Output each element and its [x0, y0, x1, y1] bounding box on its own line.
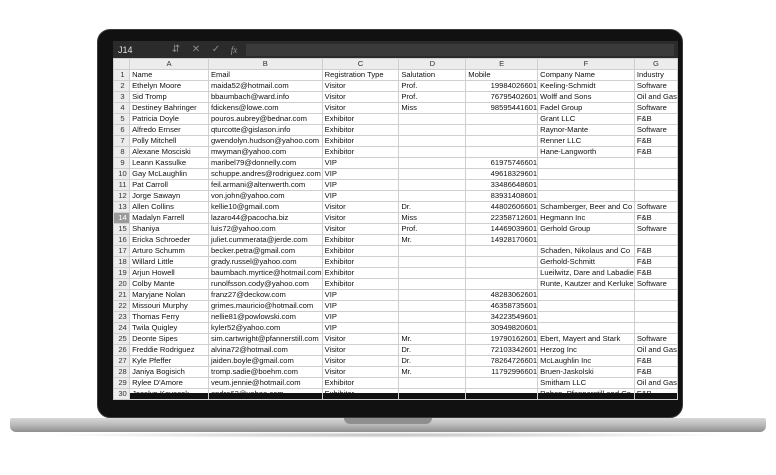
cell[interactable]: Exhibitor: [322, 378, 399, 389]
formula-bar: [113, 41, 678, 58]
cell[interactable]: Runte, Kautzer and Kerluke: [538, 279, 635, 290]
cell[interactable]: 34223549601: [466, 312, 538, 323]
cell[interactable]: [634, 158, 677, 169]
cell[interactable]: jaiden.boyle@gmail.com: [208, 356, 322, 367]
cell[interactable]: mwyman@yahoo.com: [208, 147, 322, 158]
cell[interactable]: F&B: [634, 367, 677, 378]
cell[interactable]: luis72@yahoo.com: [208, 224, 322, 235]
cell[interactable]: [399, 378, 466, 389]
row-header[interactable]: 21: [114, 290, 130, 301]
cell[interactable]: Registration Type: [322, 70, 399, 81]
row-header[interactable]: 27: [114, 356, 130, 367]
cell[interactable]: 78264726601: [466, 356, 538, 367]
cell[interactable]: becker.petra@gmail.com: [208, 246, 322, 257]
cell[interactable]: feil.armani@altenwerth.com: [208, 180, 322, 191]
cell[interactable]: 19790162601: [466, 334, 538, 345]
function-icon[interactable]: fx: [230, 44, 238, 55]
cell[interactable]: Exhibitor: [322, 136, 399, 147]
table-row: [114, 180, 678, 191]
cell[interactable]: VIP: [322, 312, 399, 323]
cell[interactable]: 30949820601: [466, 323, 538, 334]
row-header[interactable]: 20: [114, 279, 130, 290]
cell[interactable]: VIP: [322, 323, 399, 334]
cell[interactable]: Alexane Mosciski: [130, 147, 209, 158]
formula-input[interactable]: [246, 44, 674, 56]
cell[interactable]: juliet.cummerata@jerde.com: [208, 235, 322, 246]
cell[interactable]: [634, 312, 677, 323]
table-row: [114, 191, 678, 202]
cell[interactable]: Arturo Schumm: [130, 246, 209, 257]
row-header[interactable]: 3: [114, 92, 130, 103]
cell[interactable]: [399, 136, 466, 147]
cell[interactable]: [634, 323, 677, 334]
row-header[interactable]: 18: [114, 257, 130, 268]
row-header[interactable]: 25: [114, 334, 130, 345]
cell[interactable]: [466, 147, 538, 158]
cell[interactable]: tromp.sadie@boehm.com: [208, 367, 322, 378]
row-header[interactable]: 9: [114, 158, 130, 169]
cell[interactable]: 98595441601: [466, 103, 538, 114]
cell[interactable]: Company Name: [538, 70, 635, 81]
cell[interactable]: Rohan, Pfannerstill and Co: [538, 389, 635, 400]
cell[interactable]: [466, 114, 538, 125]
table-row: [114, 334, 678, 345]
cell[interactable]: [399, 268, 466, 279]
cell[interactable]: Visitor: [322, 334, 399, 345]
row-header[interactable]: 22: [114, 301, 130, 312]
cell[interactable]: Jocelyn Kovacek: [130, 389, 209, 400]
column-header[interactable]: G: [634, 59, 677, 70]
table-row: [114, 202, 678, 213]
cell[interactable]: [399, 389, 466, 400]
cell[interactable]: grady.russel@yahoo.com: [208, 257, 322, 268]
cell[interactable]: [399, 301, 466, 312]
cell[interactable]: Willard Little: [130, 257, 209, 268]
cell[interactable]: Freddie Rodriguez: [130, 345, 209, 356]
cell[interactable]: Herzog Inc: [538, 345, 635, 356]
cell[interactable]: Dr.: [399, 345, 466, 356]
cell[interactable]: 49618329601: [466, 169, 538, 180]
column-header[interactable]: E: [466, 59, 538, 70]
cell[interactable]: [538, 180, 635, 191]
cell[interactable]: Software: [634, 279, 677, 290]
cell[interactable]: Schaden, Nikolaus and Co: [538, 246, 635, 257]
table-row: [114, 290, 678, 301]
cell[interactable]: Exhibitor: [322, 257, 399, 268]
cell[interactable]: VIP: [322, 180, 399, 191]
table-row: [114, 92, 678, 103]
cell[interactable]: Gerhold Group: [538, 224, 635, 235]
cell[interactable]: [634, 180, 677, 191]
cell[interactable]: Dr.: [399, 356, 466, 367]
cell[interactable]: Visitor: [322, 202, 399, 213]
cell[interactable]: Prof.: [399, 224, 466, 235]
table-row: [114, 70, 678, 81]
row-header[interactable]: 16: [114, 235, 130, 246]
table-row: [114, 323, 678, 334]
cell[interactable]: Polly Mitchell: [130, 136, 209, 147]
cell[interactable]: [399, 169, 466, 180]
cell[interactable]: Exhibitor: [322, 125, 399, 136]
column-header[interactable]: B: [208, 59, 322, 70]
cell[interactable]: Visitor: [322, 224, 399, 235]
row-header[interactable]: 23: [114, 312, 130, 323]
cell[interactable]: gwendolyn.hudson@yahoo.com: [208, 136, 322, 147]
cell[interactable]: Visitor: [322, 103, 399, 114]
cancel-icon[interactable]: ✕: [191, 44, 201, 55]
cell[interactable]: [466, 136, 538, 147]
cell[interactable]: Colby Mante: [130, 279, 209, 290]
cell[interactable]: Oil and Gas: [634, 92, 677, 103]
cell[interactable]: Miss: [399, 213, 466, 224]
row-header[interactable]: 5: [114, 114, 130, 125]
cell[interactable]: pouros.aubrey@bednar.com: [208, 114, 322, 125]
table-row: [114, 378, 678, 389]
cell[interactable]: qturcotte@gislason.info: [208, 125, 322, 136]
cell[interactable]: nellie81@powlowski.com: [208, 312, 322, 323]
cell[interactable]: F&B: [634, 268, 677, 279]
cell[interactable]: Oil and Gas: [634, 345, 677, 356]
cell[interactable]: VIP: [322, 301, 399, 312]
cell[interactable]: [399, 323, 466, 334]
cell[interactable]: [634, 235, 677, 246]
row-header[interactable]: 17: [114, 246, 130, 257]
cell[interactable]: Name: [130, 70, 209, 81]
cell[interactable]: F&B: [634, 257, 677, 268]
cell[interactable]: 44802606601: [466, 202, 538, 213]
cell[interactable]: [466, 246, 538, 257]
cell[interactable]: Visitor: [322, 345, 399, 356]
cell[interactable]: VIP: [322, 290, 399, 301]
cell[interactable]: [538, 312, 635, 323]
cell[interactable]: Alfredo Ernser: [130, 125, 209, 136]
cell[interactable]: [399, 257, 466, 268]
table-row: [114, 147, 678, 158]
cell[interactable]: [466, 257, 538, 268]
cell[interactable]: franz27@deckow.com: [208, 290, 322, 301]
cell[interactable]: [466, 389, 538, 400]
table-row: [114, 103, 678, 114]
cell[interactable]: Visitor: [322, 81, 399, 92]
cell[interactable]: sim.cartwright@pfannerstill.com: [208, 334, 322, 345]
cell[interactable]: Email: [208, 70, 322, 81]
cell[interactable]: [634, 301, 677, 312]
cell[interactable]: F&B: [634, 213, 677, 224]
cell[interactable]: 76795402601: [466, 92, 538, 103]
row-header[interactable]: 11: [114, 180, 130, 191]
cell[interactable]: Prof.: [399, 92, 466, 103]
table-row: [114, 279, 678, 290]
row-header[interactable]: 14: [114, 213, 130, 224]
table-row: [114, 158, 678, 169]
cell[interactable]: 72103342601: [466, 345, 538, 356]
cell[interactable]: kyler52@yahoo.com: [208, 323, 322, 334]
cell[interactable]: maida52@hotmail.com: [208, 81, 322, 92]
cell[interactable]: VIP: [322, 191, 399, 202]
table-row: [114, 125, 678, 136]
cell[interactable]: bbaumbach@ward.info: [208, 92, 322, 103]
cell[interactable]: Lueilwitz, Dare and Labadie: [538, 268, 635, 279]
cell[interactable]: Arjun Howell: [130, 268, 209, 279]
cell[interactable]: Wolff and Sons: [538, 92, 635, 103]
cell[interactable]: Bruen-Jaskolski: [538, 367, 635, 378]
cell[interactable]: McLaughlin Inc: [538, 356, 635, 367]
name-box[interactable]: J14: [118, 44, 133, 55]
cell[interactable]: Gerhold-Schmitt: [538, 257, 635, 268]
cell[interactable]: Mobile: [466, 70, 538, 81]
cell[interactable]: baumbach.myrtice@hotmail.com: [208, 268, 322, 279]
cell[interactable]: Mr.: [399, 235, 466, 246]
cell[interactable]: Thomas Ferry: [130, 312, 209, 323]
cell[interactable]: [466, 378, 538, 389]
cell[interactable]: Maryjane Nolan: [130, 290, 209, 301]
cell[interactable]: Visitor: [322, 213, 399, 224]
cell[interactable]: F&B: [634, 114, 677, 125]
cell[interactable]: [634, 169, 677, 180]
spreadsheet-screen: [113, 41, 678, 398]
row-header[interactable]: 8: [114, 147, 130, 158]
row-header[interactable]: 15: [114, 224, 130, 235]
cell[interactable]: Software: [634, 224, 677, 235]
cell[interactable]: [399, 147, 466, 158]
cell[interactable]: 46358735601: [466, 301, 538, 312]
table-row: [114, 389, 678, 400]
cell[interactable]: Dr.: [399, 202, 466, 213]
cell[interactable]: 19984026601: [466, 81, 538, 92]
cell[interactable]: Jorge Sawayn: [130, 191, 209, 202]
column-header[interactable]: C: [322, 59, 399, 70]
cell[interactable]: [634, 191, 677, 202]
column-header[interactable]: A: [130, 59, 209, 70]
cell[interactable]: schuppe.andres@rodriguez.com: [208, 169, 322, 180]
table-row: [114, 246, 678, 257]
cell[interactable]: Visitor: [322, 92, 399, 103]
cell[interactable]: Renner LLC: [538, 136, 635, 147]
cell[interactable]: Exhibitor: [322, 114, 399, 125]
cell[interactable]: Gay McLaughlin: [130, 169, 209, 180]
cell[interactable]: [399, 158, 466, 169]
cell[interactable]: Mr.: [399, 367, 466, 378]
row-header[interactable]: 10: [114, 169, 130, 180]
cell[interactable]: [466, 279, 538, 290]
cell[interactable]: Salutation: [399, 70, 466, 81]
cell[interactable]: [399, 125, 466, 136]
table-row: [114, 114, 678, 125]
cell[interactable]: Fadel Group: [538, 103, 635, 114]
cell[interactable]: [466, 125, 538, 136]
cell[interactable]: 14469039601: [466, 224, 538, 235]
cell[interactable]: Allen Collins: [130, 202, 209, 213]
cell[interactable]: Exhibitor: [322, 246, 399, 257]
cell[interactable]: 61975746601: [466, 158, 538, 169]
cell[interactable]: Twila Quigley: [130, 323, 209, 334]
laptop-notch: [344, 418, 432, 424]
cell[interactable]: runolfsson.cody@yahoo.com: [208, 279, 322, 290]
cell[interactable]: [538, 323, 635, 334]
cell[interactable]: Janiya Bogisich: [130, 367, 209, 378]
cell[interactable]: [538, 235, 635, 246]
cell[interactable]: [538, 169, 635, 180]
table-row: [114, 235, 678, 246]
table-row: [114, 367, 678, 378]
cell[interactable]: kellie10@gmail.com: [208, 202, 322, 213]
cell[interactable]: 83931408601: [466, 191, 538, 202]
cell[interactable]: Hane-Langworth: [538, 147, 635, 158]
cell[interactable]: [399, 290, 466, 301]
cell[interactable]: von.john@yahoo.com: [208, 191, 322, 202]
cell[interactable]: Exhibitor: [322, 235, 399, 246]
cell[interactable]: 14928170601: [466, 235, 538, 246]
cell[interactable]: Software: [634, 202, 677, 213]
spreadsheet-grid: [113, 58, 678, 400]
cell[interactable]: Sid Tromp: [130, 92, 209, 103]
row-header[interactable]: 30: [114, 389, 130, 400]
cell[interactable]: F&B: [634, 147, 677, 158]
cell[interactable]: Smitham LLC: [538, 378, 635, 389]
cell[interactable]: 48283062601: [466, 290, 538, 301]
cell[interactable]: Deonte Sipes: [130, 334, 209, 345]
cell[interactable]: [399, 191, 466, 202]
table-row: [114, 169, 678, 180]
cell[interactable]: maribel79@donnelly.com: [208, 158, 322, 169]
cell[interactable]: [399, 312, 466, 323]
row-header[interactable]: 28: [114, 367, 130, 378]
cell[interactable]: Oil and Gas: [634, 378, 677, 389]
cell[interactable]: [399, 246, 466, 257]
cell[interactable]: grimes.mauricio@hotmail.com: [208, 301, 322, 312]
cell[interactable]: 22358712601: [466, 213, 538, 224]
column-header[interactable]: D: [399, 59, 466, 70]
row-header[interactable]: 29: [114, 378, 130, 389]
cell[interactable]: Destiney Bahringer: [130, 103, 209, 114]
cell[interactable]: alvina72@hotmail.com: [208, 345, 322, 356]
table-row: [114, 224, 678, 235]
row-header[interactable]: 4: [114, 103, 130, 114]
cell[interactable]: F&B: [634, 356, 677, 367]
cell[interactable]: Leann Kassulke: [130, 158, 209, 169]
cell[interactable]: [399, 279, 466, 290]
cell[interactable]: Madalyn Farrell: [130, 213, 209, 224]
cell[interactable]: Miss: [399, 103, 466, 114]
cell[interactable]: Rylee D'Amore: [130, 378, 209, 389]
cell[interactable]: Kyle Pfeffer: [130, 356, 209, 367]
cell[interactable]: Visitor: [322, 356, 399, 367]
table-row: [114, 345, 678, 356]
table-row: [114, 312, 678, 323]
cell[interactable]: Mr.: [399, 334, 466, 345]
row-header[interactable]: 6: [114, 125, 130, 136]
cell[interactable]: Software: [634, 103, 677, 114]
cell[interactable]: Keeling-Schmidt: [538, 81, 635, 92]
row-header[interactable]: 19: [114, 268, 130, 279]
cell[interactable]: Visitor: [322, 367, 399, 378]
table-row: [114, 356, 678, 367]
cell[interactable]: [538, 301, 635, 312]
cell[interactable]: Exhibitor: [322, 389, 399, 400]
table-row: [114, 268, 678, 279]
cell[interactable]: [538, 191, 635, 202]
cell[interactable]: VIP: [322, 158, 399, 169]
cell[interactable]: andre63@yahoo.com: [208, 389, 322, 400]
cell[interactable]: fdickens@lowe.com: [208, 103, 322, 114]
row-header[interactable]: 12: [114, 191, 130, 202]
column-header[interactable]: F: [538, 59, 635, 70]
row-header[interactable]: 2: [114, 81, 130, 92]
cell[interactable]: F&B: [634, 136, 677, 147]
cell[interactable]: Missouri Murphy: [130, 301, 209, 312]
cell[interactable]: lazaro44@pacocha.biz: [208, 213, 322, 224]
cell[interactable]: Hegmann Inc: [538, 213, 635, 224]
cell[interactable]: Exhibitor: [322, 279, 399, 290]
cell[interactable]: F&B: [634, 246, 677, 257]
cell[interactable]: veum.jennie@hotmail.com: [208, 378, 322, 389]
cell[interactable]: 33486648601: [466, 180, 538, 191]
cell[interactable]: Software: [634, 334, 677, 345]
cell[interactable]: Software: [634, 125, 677, 136]
confirm-icon[interactable]: ✓: [211, 44, 221, 55]
cell[interactable]: [399, 114, 466, 125]
row-header[interactable]: 7: [114, 136, 130, 147]
cell[interactable]: Grant LLC: [538, 114, 635, 125]
row-header[interactable]: 26: [114, 345, 130, 356]
table-row: [114, 136, 678, 147]
row-header[interactable]: 13: [114, 202, 130, 213]
stepper-icon[interactable]: ⇵: [171, 44, 181, 55]
cell[interactable]: VIP: [322, 169, 399, 180]
cell[interactable]: [634, 290, 677, 301]
cell[interactable]: Raynor-Mante: [538, 125, 635, 136]
cell[interactable]: Exhibitor: [322, 268, 399, 279]
cell[interactable]: Industry: [634, 70, 677, 81]
table-row: [114, 257, 678, 268]
cell[interactable]: [466, 268, 538, 279]
row-header[interactable]: 1: [114, 70, 130, 81]
laptop-shadow: [40, 432, 736, 438]
row-header[interactable]: 24: [114, 323, 130, 334]
table-row: [114, 81, 678, 92]
cell[interactable]: Prof.: [399, 81, 466, 92]
cell[interactable]: F&B: [634, 389, 677, 400]
select-all-corner[interactable]: [114, 59, 130, 70]
column-header-row: [114, 59, 678, 70]
cell[interactable]: Pat Carroll: [130, 180, 209, 191]
cell[interactable]: Ebert, Mayert and Stark: [538, 334, 635, 345]
cell[interactable]: Software: [634, 81, 677, 92]
cell[interactable]: Exhibitor: [322, 147, 399, 158]
cell[interactable]: [538, 290, 635, 301]
table-row: [114, 213, 678, 224]
cell[interactable]: Ethelyn Moore: [130, 81, 209, 92]
cell[interactable]: Ericka Schroeder: [130, 235, 209, 246]
cell[interactable]: [399, 180, 466, 191]
cell[interactable]: [538, 158, 635, 169]
cell[interactable]: Patricia Doyle: [130, 114, 209, 125]
cell[interactable]: Schamberger, Beer and Co: [538, 202, 635, 213]
cell[interactable]: 11792996601: [466, 367, 538, 378]
cell[interactable]: Shaniya: [130, 224, 209, 235]
table-row: [114, 301, 678, 312]
